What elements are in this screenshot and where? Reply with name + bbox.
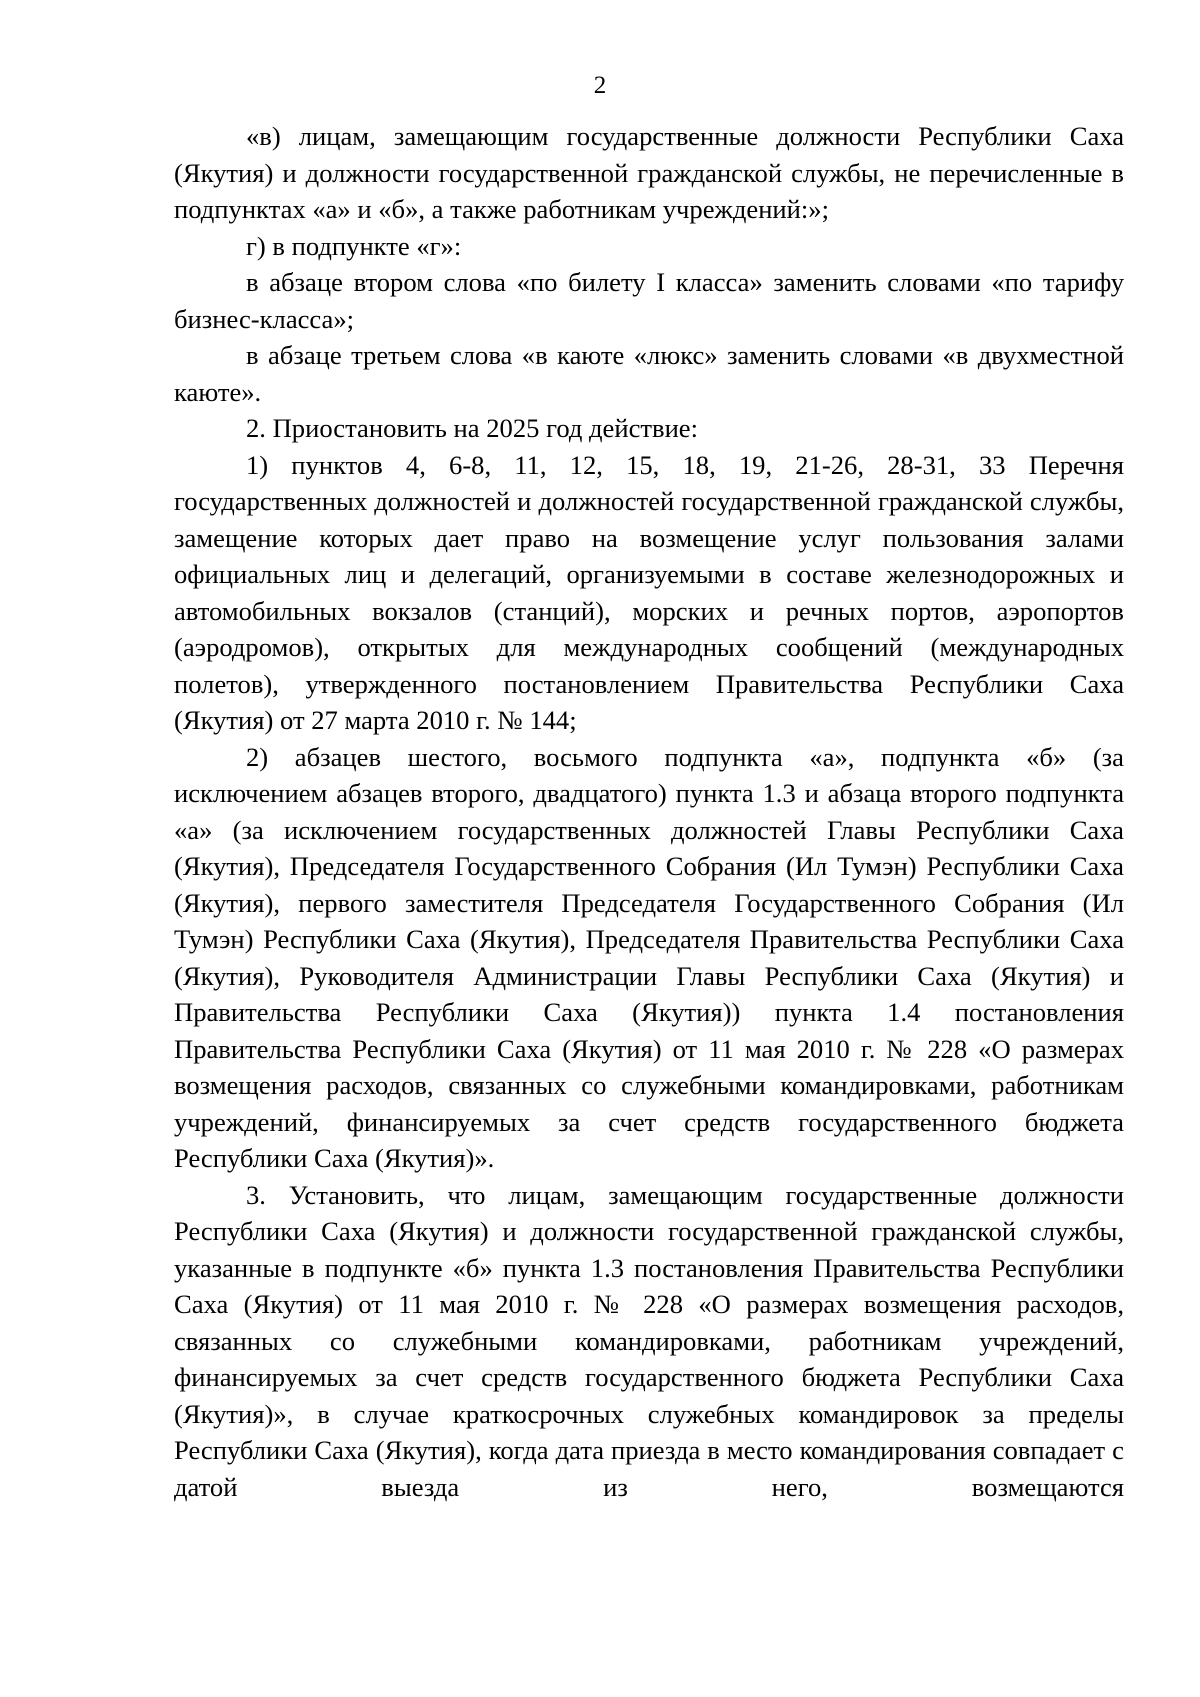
paragraph-third-abzac: в абзаце третьем слова «в каюте «люкс» заменить словами «в двухместной каюте». bbox=[174, 340, 1124, 407]
paragraph-item-3: 3. Установить, что лицам, замещающим государственные должности Республики Саха (Якутия) и должности государственной гражданской службы, указанные в подпункте «б» пункта 1.3 постановления Правительства Республики Саха (Якутия) от 11 мая 2010 г. № 228 «О размерах возмещения расходов, связанных со служебными командировками, работникам учреждений, финансируемых за счет средств государственного бюджета Республики Саха (Якутия)», в случае краткосрочных служебных командировок за пределы Республики Саха (Якутия), когда дата приезда в место командирования совпадает с датой выезда из него, возмещаются bbox=[174, 1179, 1124, 1502]
page-number: 2 bbox=[593, 72, 607, 99]
paragraph-item-2-1: 1) пунктов 4, 6-8, 11, 12, 15, 18, 19, 21-26, 28-31, 33 Перечня государственных должностей и должностей государственной гражданской службы, замещение которых дает право на возмещение услуг пользования залами официальных лиц и делегаций, организуемыми в составе железнодорожных и автомобильных вокзалов (станций), морских и речных портов, аэропортов (аэродромов), открытых для международных сообщений (международных полетов), утвержденного постановлением Правительства Республики Саха (Якутия) от 27 марта 2010 г. № 144; bbox=[174, 449, 1124, 735]
paragraph-second-abzac: в абзаце втором слова «по билету I класса» заменить словами «по тарифу бизнес-класса»; bbox=[174, 267, 1124, 334]
paragraph-subpoint-g: г) в подпункте «г»: bbox=[246, 230, 462, 261]
paragraph-item-2: 2. Приостановить на 2025 год действие: bbox=[246, 413, 699, 443]
paragraph-item-2-2: 2) абзацев шестого, восьмого подпункта «а», подпункта «б» (за исключением абзацев второго, двадцатого) пункта 1.3 и абзаца второго подпункта «а» (за исключением государственных должностей Главы Республики Саха (Якутия), Председателя Государственного Собрания (Ил Тумэн) Республики Саха (Якутия), первого заместителя Председателя Государственного Собрания (Ил Тумэн) Республики Саха (Якутия), Председателя Правительства Республики Саха (Якутия), Руководителя Администрации Главы Республики Саха (Якутия) и Правительства Республики Саха (Якутия)) пункта 1.4 постановления Правительства Республики Саха (Якутия) от 11 мая 2010 г. № 228 «О размерах возмещения расходов, связанных со служебными командировками, работникам учреждений, финансируемых за счет средств государственного бюджета Республики Саха (Якутия)». bbox=[174, 741, 1124, 1173]
document-body bbox=[174, 118, 1124, 1505]
paragraph-subitem-v: «в) лицам, замещающим государственные должности Республики Саха (Якутия) и должности государственной гражданской службы, не перечисленные в подпунктах «а» и «б», а также работникам учреждений:»; bbox=[174, 121, 1124, 224]
